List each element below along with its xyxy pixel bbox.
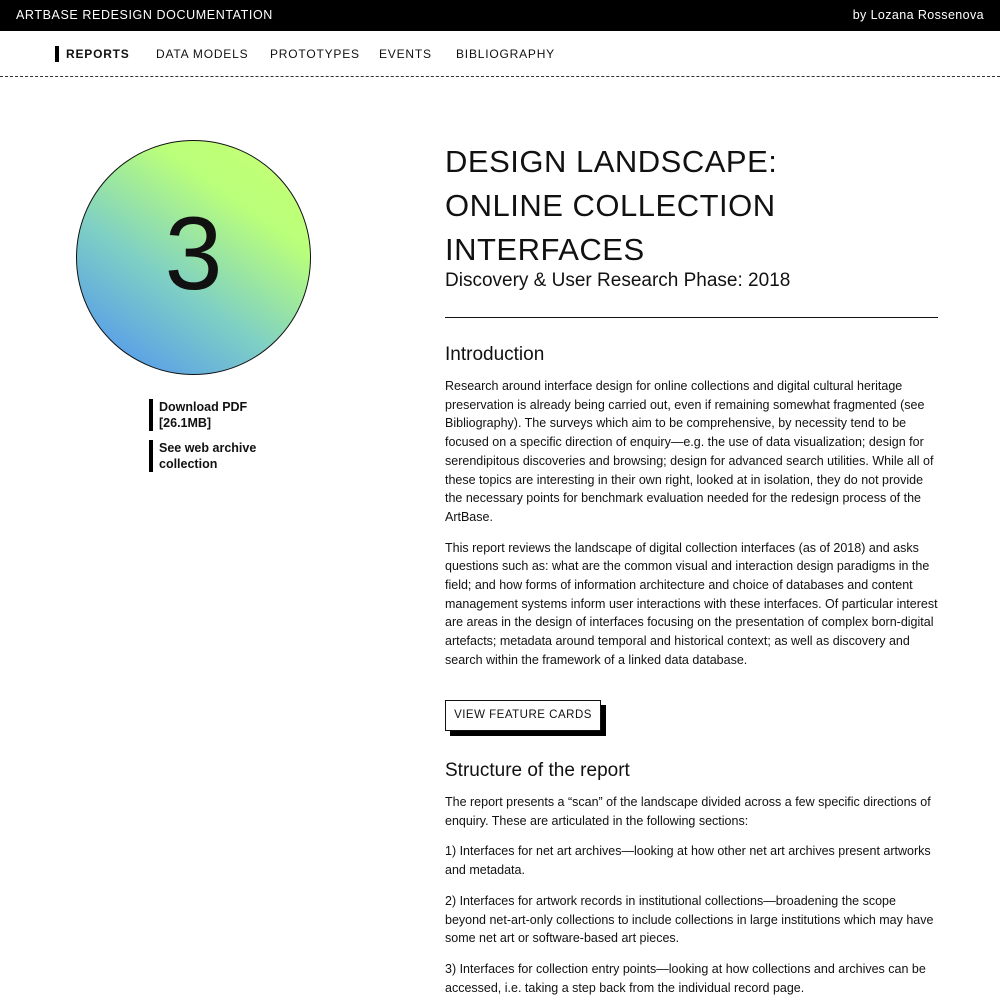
structure-item-3: 3) Interfaces for collection entry points—looking at how collections and archives can be accessed, i.e. taking a step back from the individual record page.	[445, 961, 926, 995]
nav-bibliography[interactable]: BIBLIOGRAPHY	[456, 47, 555, 61]
nav-data-models[interactable]: DATA MODELS	[156, 47, 249, 61]
top-bar	[0, 0, 1000, 31]
report-content	[445, 140, 938, 670]
main-nav	[0, 31, 1000, 77]
structure-item-1: 1) Interfaces for net art archives—looking at how other net art archives present artworks and metadata.	[445, 844, 931, 878]
active-nav-indicator	[55, 46, 59, 62]
nav-reports[interactable]: REPORTS	[66, 47, 130, 61]
intro-heading: Introduction	[445, 344, 545, 365]
report-number-circle	[76, 140, 311, 375]
title-line-2: ONLINE COLLECTION	[445, 188, 776, 223]
structure-heading: Structure of the report	[445, 760, 630, 781]
title-divider	[445, 317, 938, 318]
page-subtitle: Discovery & User Research Phase: 2018	[445, 270, 791, 291]
structure-item-2: 2) Interfaces for artwork records in institutional collections—broadening the scope beyond net-art-only collections to include collections in large institutions which may have some net art or software-based art pieces.	[445, 893, 934, 946]
web-archive-link[interactable]: See web archive collection	[149, 440, 299, 472]
intro-paragraph-1: Research around interface design for online collections and digital cultural heritage preservation is already being carried out, even if remaining somewhat fragmented (see Bibliography). The surveys which aim to be comprehensive, by necessity tend to be focused on a specific direction of enquiry—e.g. the use of data visualization; design for serendipitous discoveries and browsing; design for advanced search utilities. While all of these topics are interesting in their own right, looked at in isolation, they do not provide the necessary points for benchmark evaluation needed for the redesign process of the ArtBase.	[445, 379, 934, 524]
nav-prototypes[interactable]: PROTOTYPES	[270, 47, 360, 61]
intro-paragraph-2: This report reviews the landscape of digital collection interfaces (as of 2018) and asks questions such as: what are the common visual and interaction design paradigms in the field; and how forms of information architecture and choice of databases and content management systems inform user interactions with these interfaces. Of particular interest are areas in the design of interfaces focusing on the presentation of complex born-digital artefacts; metadata around temporal and historical context; as well as discovery and search within the framework of a linked data database.	[445, 540, 938, 667]
report-number: 3	[164, 196, 223, 312]
structure-section	[445, 758, 938, 997]
structure-paragraph: The report presents a “scan” of the landscape divided across a few specific directions of enquiry. These are articulated in the following sections:	[445, 795, 931, 828]
view-feature-cards-button[interactable]: VIEW FEATURE CARDS	[445, 700, 601, 731]
title-line-1: DESIGN LANDSCAPE:	[445, 144, 778, 179]
site-title[interactable]: ARTBASE REDESIGN DOCUMENTATION	[16, 8, 273, 22]
page-title	[445, 140, 938, 272]
download-pdf-link[interactable]: Download PDF [26.1MB]	[149, 399, 299, 431]
title-line-3: INTERFACES	[445, 232, 645, 267]
byline: by Lozana Rossenova	[852, 8, 984, 22]
nav-events[interactable]: EVENTS	[379, 47, 432, 61]
